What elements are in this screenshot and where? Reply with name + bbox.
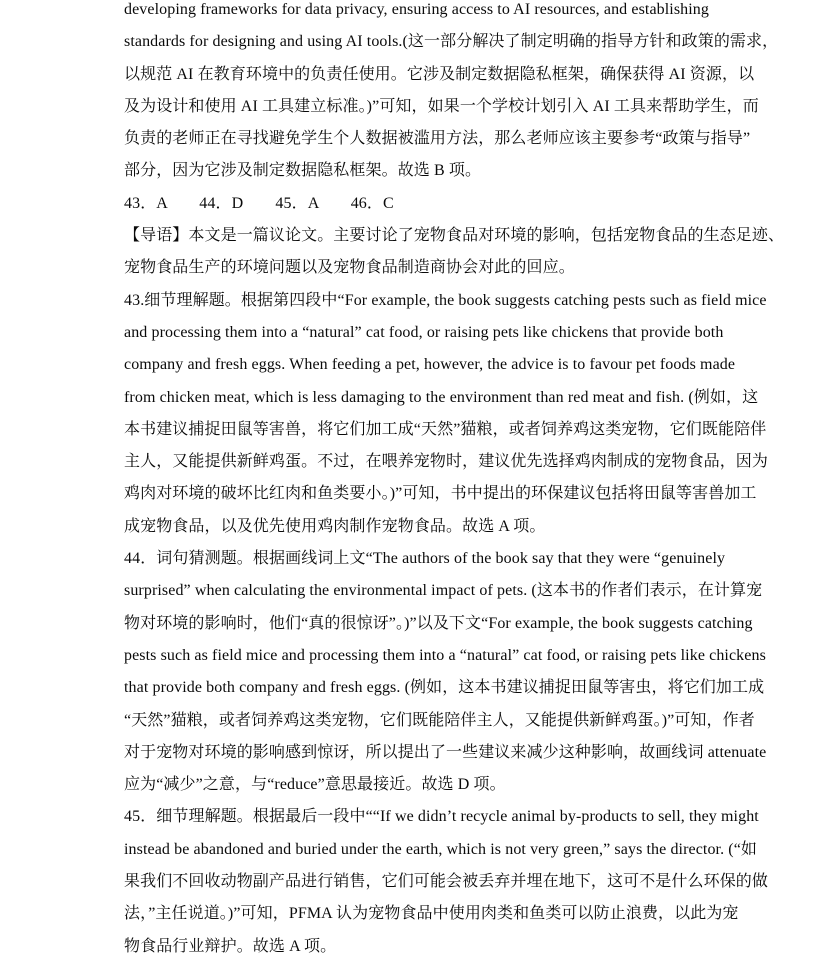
text-line: standards for designing and using AI tools.(这一部分解决了制定明确的指导方针和政策的需求， [124,33,779,51]
text-line: 成宠物食品，以及优先使用鸡肉制作宠物食品。故选 A 项。 [124,517,546,535]
text-line: 45．细节理解题。根据最后一段中““If we didn’t recycle animal by-products to sell, they might [124,808,759,826]
passage-lead-note [124,220,792,285]
text-line: 对于宠物对环境的影响感到惊讶，所以提出了一些建议来减少这种影响，故画线词 attenuate [124,743,767,761]
question-42-explanation-continued [124,0,792,188]
answer-explanation-document [124,0,792,963]
text-line: developing frameworks for data privacy, ensuring access to AI resources, and establishing [124,1,710,18]
text-line: 果我们不回收动物副产品进行销售，它们可能会被丢弃并埋在地下，这可不是什么环保的做 [124,873,769,891]
question-45-explanation [124,801,792,962]
text-line: 主人，又能提供新鲜鸡蛋。不过，在喂养宠物时，建议优先选择鸡肉制成的宠物食品，因为 [124,453,769,471]
text-line: 以规范 AI 在教育环境中的负责任使用。它涉及制定数据隐私框架，确保获得 AI 资源，以 [124,65,755,83]
text-line: that provide both company and fresh eggs. (例如，这本书建议捕捉田鼠等害虫，将它们加工成 [124,679,765,697]
text-line: 部分，因为它涉及制定数据隐私框架。故选 B 项。 [124,162,482,180]
text-line: surprised” when calculating the environmental impact of pets. (这本书的作者们表示，在计算宠 [124,582,763,600]
text-line: instead be abandoned and buried under the earth, which is not very green,” says the director. (“如 [124,840,758,858]
text-line: from chicken meat, which is less damaging to the environment than red meat and fish. (例如，这 [124,388,759,406]
answer-key-43-46 [124,188,792,220]
text-line: 【导语】本文是一篇议论文。主要讨论了宠物食品对环境的影响，包括宠物食品的生态足迹、 [124,227,785,245]
text-line: 44．词句猜测题。根据画线词上文“The authors of the book say that they were “genuinely [124,550,726,568]
text-line: company and fresh eggs. When feeding a pet, however, the advice is to favour pet foods made [124,356,736,374]
text-line: 法，”主任说道。)”可知，PFMA 认为宠物食品中使用肉类和鱼类可以防止浪费，以此为宠 [124,905,739,923]
text-line: 应为“减少”之意，与“reduce”意思最接近。故选 D 项。 [124,776,506,794]
text-line: 及为设计和使用 AI 工具建立标准。)”可知，如果一个学校计划引入 AI 工具来帮助学生，而 [124,97,759,115]
text-line: 物对环境的影响时，他们“真的很惊讶”。)”以及下文“For example, the book suggests catching [124,614,753,632]
text-line: “天然”猫粮，或者饲养鸡这类宠物，它们既能陪伴主人，又能提供新鲜鸡蛋。)”可知，作者 [124,711,755,729]
text-line: 43.细节理解题。根据第四段中“For example, the book suggests catching pests such as field mice [124,291,767,309]
answer-key-line: 43．A 44．D 45．A 46．C [124,194,394,212]
question-43-explanation [124,285,792,543]
text-line: 本书建议捕捉田鼠等害兽，将它们加工成“天然”猫粮，或者饲养鸡这类宠物，它们既能陪伴 [124,420,767,438]
text-line: 鸡肉对环境的破坏比红肉和鱼类要小。)”可知，书中提出的环保建议包括将田鼠等害兽加工 [124,485,757,503]
text-line: and processing them into a “natural” cat food, or raising pets like chickens that provide both [124,323,724,341]
text-line: 宠物食品生产的环境问题以及宠物食品制造商协会对此的回应。 [124,259,575,277]
text-line: 负责的老师正在寻找避免学生个人数据被滥用方法，那么老师应该主要参考“政策与指导” [124,130,751,148]
text-line: 物食品行业辩护。故选 A 项。 [124,937,337,955]
text-line: pests such as field mice and processing them into a “natural” cat food, or raising pets like chickens [124,646,766,664]
question-44-explanation [124,543,792,801]
